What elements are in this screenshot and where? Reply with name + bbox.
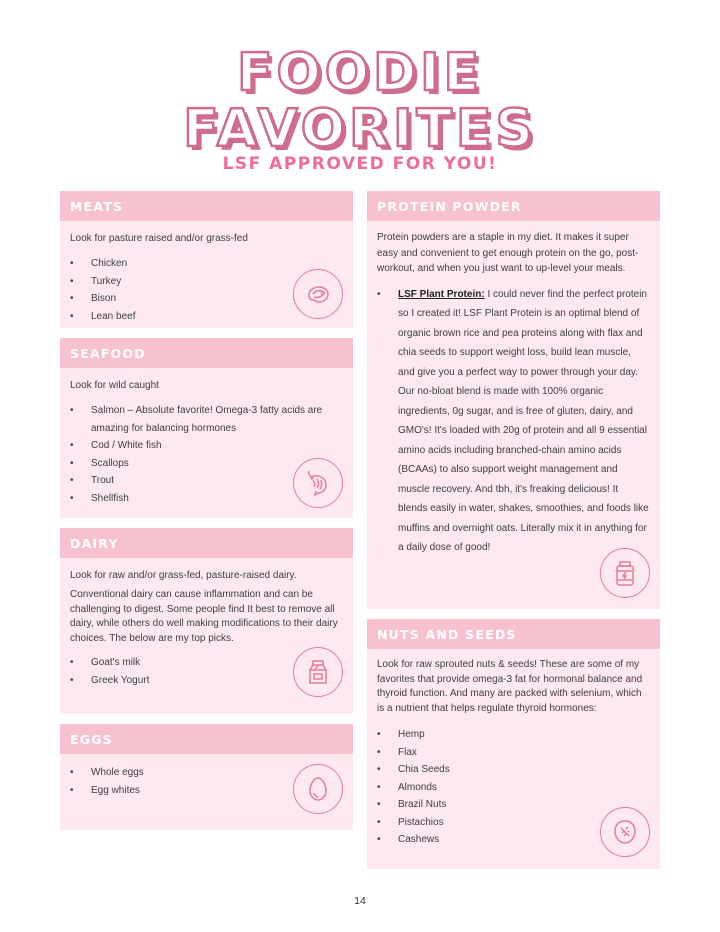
shrimp-icon <box>293 458 343 508</box>
meats-header <box>60 191 353 221</box>
list-item: • Hemp <box>377 726 650 744</box>
list-item: • Chia Seeds <box>377 761 650 779</box>
list-item: • Bison <box>70 290 343 308</box>
list-item: • Brazil Nuts <box>377 796 650 814</box>
protein-item-title: LSF Plant Protein: <box>398 288 485 300</box>
egg-icon <box>293 764 343 814</box>
dairy-card <box>60 528 353 714</box>
dairy-intro: Look for raw and/or grass-fed, pasture-raised dairy. <box>70 570 297 581</box>
eggs-header-label: EGGS <box>70 731 113 747</box>
dairy-header <box>60 528 353 558</box>
list-item: • Cod / White fish <box>70 437 343 455</box>
list-item: • Lean beef <box>70 308 343 326</box>
seafood-header-label: SEAFOOD <box>70 345 146 361</box>
page-number: 14 <box>354 895 366 907</box>
list-item: • Almonds <box>377 779 650 797</box>
steak-icon <box>293 269 343 319</box>
meats-intro: Look for pasture raised and/or grass-fed <box>70 233 248 244</box>
protein-jar-icon <box>600 548 650 598</box>
seafood-card <box>60 338 353 518</box>
seafood-header <box>60 338 353 368</box>
list-item: • Pistachios <box>377 814 650 832</box>
protein-intro: Protein powders are a staple in my diet. It makes it super easy and convenient to get enough protein on the go, post-workout, and when you just want to up-level your meals. <box>377 232 639 274</box>
list-item: • Turkey <box>70 273 343 291</box>
title-line-1: FOODIE <box>237 43 483 103</box>
nuts-header <box>367 619 660 649</box>
list-item: • Scallops <box>70 455 343 473</box>
seafood-intro: Look for wild caught <box>70 380 159 391</box>
list-item: • Trout <box>70 472 343 490</box>
milk-carton-icon <box>293 647 343 697</box>
list-item <box>377 285 650 558</box>
protein-item-text: I could never find the perfect protein so I created it! LSF Plant Protein is an optimal blend of organic brown rice and pea proteins along with flax and chia seeds to support weight loss, build lean muscle, and give you a perfect way to power through your day. Our no-bloat blend is made with 100% organic ingredients, 0g sugar, and is free of gluten, dairy, and GMO's! It's loaded with 20g of protein and all 9 essential amino acids including branched-chain amino acids (BCAAs) to also support weight management and muscle recovery. And tbh, it's freaking delicious! It blends easily in water, shakes, smoothies, and foods like muffins and overnight oats. Literally mix it in anything for a daily dose of good! <box>398 288 649 553</box>
subtitle: LSF APPROVED FOR YOU! <box>222 154 498 174</box>
nuts-intro: Look for raw sprouted nuts & seeds! These are some of my favorites that provide omega-3 fat for hormonal balance and thyroid function. And many are packed with selenium, which is a nutrient that helps regulate thyroid hormones: <box>377 659 643 714</box>
dairy-paragraph: Conventional dairy can cause inflammation and can be challenging to digest. Some people find It best to remove all dairy, while others do well making modifications to their dairy choices. The below are my top picks. <box>70 589 338 644</box>
nuts-header-label: NUTS AND SEEDS <box>377 626 517 642</box>
list-item: • Salmon – Absolute favorite! Omega-3 fatty acids are amazing for balancing hormones <box>70 402 343 437</box>
eggs-header <box>60 724 353 754</box>
meats-header-label: MEATS <box>70 198 124 214</box>
nut-icon <box>600 807 650 857</box>
list-item: • Goat's milk <box>70 654 343 672</box>
list-item: • Flax <box>377 744 650 762</box>
nuts-card <box>367 619 660 869</box>
list-item: • Chicken <box>70 255 343 273</box>
eggs-card <box>60 724 353 830</box>
list-item: • Cashews <box>377 831 650 849</box>
list-item: • Whole eggs <box>70 764 343 782</box>
protein-header-label: PROTEIN POWDER <box>377 198 522 214</box>
protein-card <box>367 191 660 609</box>
list-item: • Egg whites <box>70 782 343 800</box>
meats-card <box>60 191 353 328</box>
protein-list <box>377 285 650 558</box>
dairy-header-label: DAIRY <box>70 535 119 551</box>
list-item: • Shellfish <box>70 490 343 508</box>
list-item: • Greek Yogurt <box>70 672 343 690</box>
protein-header <box>367 191 660 221</box>
title-line-2: FAVORITES <box>183 99 537 159</box>
